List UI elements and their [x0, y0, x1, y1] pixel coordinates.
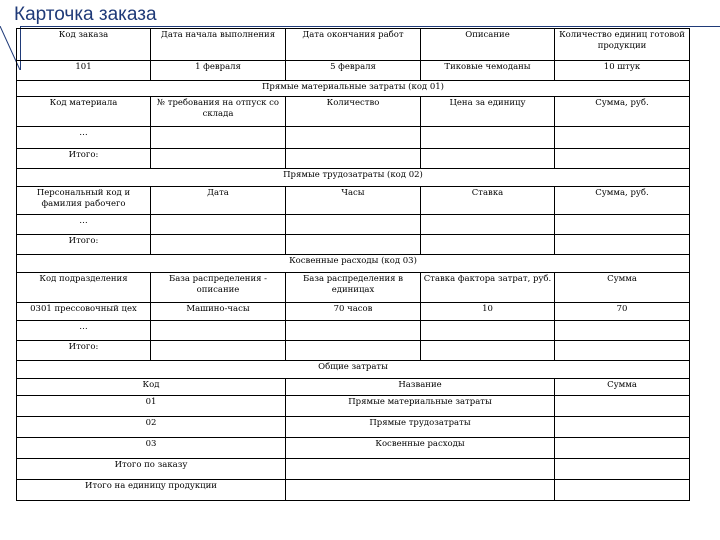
labor-ellipsis: …: [17, 215, 151, 235]
summary-code: 03: [17, 438, 286, 459]
summary-name: Прямые трудозатраты: [286, 417, 555, 438]
overhead-base-units-header: База распределения в единицах: [286, 273, 421, 303]
overhead-rate: 10: [421, 303, 555, 321]
summary-code: 01: [17, 396, 286, 417]
materials-qty-header: Количество: [286, 97, 421, 127]
summary-total-unit-label: Итого на единицу продукции: [17, 480, 286, 501]
order-code: 101: [17, 61, 151, 81]
labor-hours-header: Часы: [286, 187, 421, 215]
overhead-sum: 70: [555, 303, 690, 321]
decor-line: [20, 26, 720, 27]
summary-code: 02: [17, 417, 286, 438]
summary-row: [17, 438, 690, 459]
labor-worker-header: Персональный код и фамилия рабочего: [17, 187, 151, 215]
summary-code-header: Код: [17, 379, 286, 396]
overhead-section-title: Косвенные расходы (код 03): [17, 255, 690, 273]
order-end: 5 февраля: [286, 61, 421, 81]
materials-ellipsis-row: [17, 127, 690, 149]
overhead-base-desc-header: База распределения - описание: [151, 273, 286, 303]
overhead-base-desc: Машино-часы: [151, 303, 286, 321]
order-header-row: [17, 29, 690, 61]
overhead-header-row: [17, 273, 690, 303]
overhead-sum-header: Сумма: [555, 273, 690, 303]
order-code-header: Код заказа: [17, 29, 151, 61]
materials-section-title: Прямые материальные затраты (код 01): [17, 81, 690, 97]
materials-total-label: Итого:: [17, 149, 151, 169]
order-end-header: Дата окончания работ: [286, 29, 421, 61]
summary-row: [17, 396, 690, 417]
summary-name: Прямые материальные затраты: [286, 396, 555, 417]
materials-sum-header: Сумма, руб.: [555, 97, 690, 127]
labor-sum-header: Сумма, руб.: [555, 187, 690, 215]
labor-total-label: Итого:: [17, 235, 151, 255]
overhead-ellipsis-row: [17, 321, 690, 341]
order-qty-header: Количество единиц готовой продукции: [555, 29, 690, 61]
order-desc: Тиковые чемоданы: [421, 61, 555, 81]
overhead-ellipsis: …: [17, 321, 151, 341]
order-start-header: Дата начала выполнения: [151, 29, 286, 61]
summary-name-header: Название: [286, 379, 555, 396]
summary-row: [17, 417, 690, 438]
overhead-dept: 0301 прессовочный цех: [17, 303, 151, 321]
materials-total-row: [17, 149, 690, 169]
labor-total-row: [17, 235, 690, 255]
materials-code-header: Код материала: [17, 97, 151, 127]
page-title: Карточка заказа: [14, 4, 157, 25]
materials-price-header: Цена за единицу: [421, 97, 555, 127]
summary-header-row: [17, 379, 690, 396]
labor-rate-header: Ставка: [421, 187, 555, 215]
summary-sum-header: Сумма: [555, 379, 690, 396]
overhead-rate-header: Ставка фактора затрат, руб.: [421, 273, 555, 303]
materials-req-header: № требования на отпуск со склада: [151, 97, 286, 127]
overhead-data-row: [17, 303, 690, 321]
labor-date-header: Дата: [151, 187, 286, 215]
summary-name: Косвенные расходы: [286, 438, 555, 459]
materials-header-row: [17, 97, 690, 127]
overhead-base-units: 70 часов: [286, 303, 421, 321]
order-data-row: [17, 61, 690, 81]
order-qty: 10 штук: [555, 61, 690, 81]
order-card-table: [16, 28, 690, 501]
overhead-total-label: Итого:: [17, 341, 151, 361]
overhead-dept-header: Код подразделения: [17, 273, 151, 303]
materials-ellipsis: …: [17, 127, 151, 149]
labor-header-row: [17, 187, 690, 215]
summary-total-order-row: [17, 459, 690, 480]
order-desc-header: Описание: [421, 29, 555, 61]
labor-ellipsis-row: [17, 215, 690, 235]
summary-total-unit-row: [17, 480, 690, 501]
order-start: 1 февраля: [151, 61, 286, 81]
summary-total-order-label: Итого по заказу: [17, 459, 286, 480]
summary-section-title: Общие затраты: [17, 361, 690, 379]
overhead-total-row: [17, 341, 690, 361]
labor-section-title: Прямые трудозатраты (код 02): [17, 169, 690, 187]
